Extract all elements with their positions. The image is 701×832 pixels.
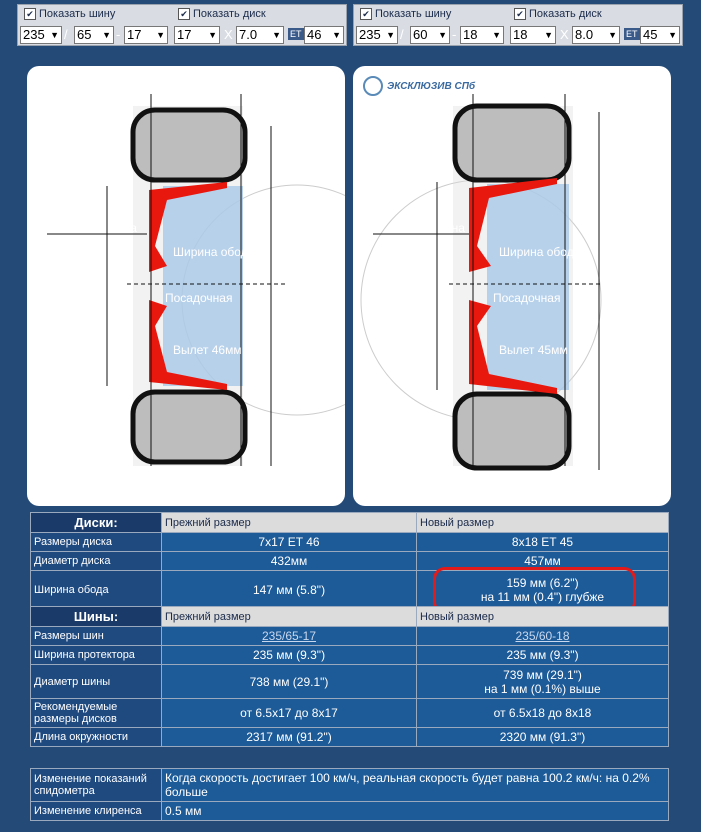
separator: - xyxy=(116,27,121,42)
row-label: Диаметр диска xyxy=(31,552,162,571)
row-label: Размеры диска xyxy=(31,533,162,552)
speedometer-label: Изменение показаний спидометра xyxy=(31,769,162,802)
new-value-line1: 159 мм (6.2") xyxy=(506,575,579,590)
new-value: от 6.5x18 до 8x18 xyxy=(417,699,669,728)
new-value: 8x18 ET 45 xyxy=(417,533,669,552)
wheel-diagram-new xyxy=(353,66,671,506)
row-label: Размеры шин xyxy=(31,627,162,646)
col-old-header: Прежний размер xyxy=(162,607,417,627)
disk-width-select[interactable]: 8.0 ▼ xyxy=(572,26,620,44)
disk-diameter-select[interactable]: 18 ▼ xyxy=(510,26,556,44)
tire-width-select[interactable]: 235 ▼ xyxy=(20,26,62,44)
et-select[interactable]: 45 ▼ xyxy=(640,26,680,44)
wheel-illustration xyxy=(27,66,345,506)
svg-text:Вылет 45мм: Вылет 45мм xyxy=(499,343,568,357)
speedometer-value: Когда скорость достигает 100 км/ч, реальная скорость будет равна 100.2 км/ч: на 0.2% больше xyxy=(162,769,669,802)
svg-text:она: она xyxy=(445,221,465,235)
separator: / xyxy=(64,27,68,42)
disks-header: Диски: xyxy=(31,513,162,533)
clearance-label: Изменение клиренса xyxy=(31,802,162,821)
new-tire-link[interactable]: 235/60-18 xyxy=(417,627,669,646)
new-value-line2: на 1 мм (0.1%) выше xyxy=(484,681,601,696)
row-label: Ширина протектора xyxy=(31,646,162,665)
separator: X xyxy=(560,27,569,42)
row-label: Ширина обода xyxy=(31,571,162,609)
svg-text:Вылет 46мм: Вылет 46мм xyxy=(173,343,242,357)
brand-logo: ЭКСКЛЮЗИВ СПб xyxy=(363,76,475,96)
wheel-illustration xyxy=(353,66,671,506)
svg-text:она: она xyxy=(117,221,137,235)
svg-text:Посадочная: Посадочная xyxy=(165,291,233,305)
new-value-line1: 739 мм (29.1") xyxy=(503,667,582,682)
separator: - xyxy=(452,27,457,42)
summary-table xyxy=(30,768,669,821)
tire-profile-select[interactable]: 65 ▼ xyxy=(74,26,114,44)
old-value: 235 мм (9.3") xyxy=(162,646,417,665)
tire-profile-select[interactable]: 60 ▼ xyxy=(410,26,450,44)
show-disk-checkbox[interactable]: ✔ Показать диск xyxy=(514,8,602,20)
separator: X xyxy=(224,27,233,42)
row-label: Рекомендуемые размеры дисков xyxy=(31,699,162,728)
tires-header: Шины: xyxy=(31,607,162,627)
old-tire-link[interactable]: 235/65-17 xyxy=(162,627,417,646)
separator: / xyxy=(400,27,404,42)
svg-text:Посадочная: Посадочная xyxy=(493,291,561,305)
old-value: от 6.5x17 до 8x17 xyxy=(162,699,417,728)
old-value: 432мм xyxy=(162,552,417,571)
col-new-header: Новый размер xyxy=(417,513,669,533)
et-select[interactable]: 46 ▼ xyxy=(304,26,344,44)
old-value: 2317 мм (91.2") xyxy=(162,728,417,747)
row-label: Диаметр шины xyxy=(31,665,162,699)
new-value: 235 мм (9.3") xyxy=(417,646,669,665)
show-disk-checkbox[interactable]: ✔ Показать диск xyxy=(178,8,266,20)
tire-rim-select[interactable]: 18 ▼ xyxy=(460,26,504,44)
controls-right xyxy=(353,4,683,46)
old-value: 147 мм (5.8") xyxy=(162,571,417,609)
wheel-diagram-old xyxy=(27,66,345,506)
et-label: ET xyxy=(626,29,638,39)
svg-text:Ширина обода: Ширина обода xyxy=(499,245,581,259)
tire-rim-select[interactable]: 17 ▼ xyxy=(124,26,168,44)
show-tire-checkbox[interactable]: ✔ Показать шину xyxy=(24,8,115,20)
et-label: ET xyxy=(290,29,302,39)
row-label: Длина окружности xyxy=(31,728,162,747)
old-value: 738 мм (29.1") xyxy=(162,665,417,699)
clearance-value: 0.5 мм xyxy=(162,802,669,821)
tire-width-select[interactable]: 235 ▼ xyxy=(356,26,398,44)
disk-diameter-select[interactable]: 17 ▼ xyxy=(174,26,220,44)
col-old-header: Прежний размер xyxy=(162,513,417,533)
tires-table xyxy=(30,606,669,747)
old-value: 7x17 ET 46 xyxy=(162,533,417,552)
svg-text:Ширина обода: Ширина обода xyxy=(173,245,255,259)
new-value: 2320 мм (91.3") xyxy=(417,728,669,747)
new-value: 457мм xyxy=(417,552,669,571)
disk-width-select[interactable]: 7.0 ▼ xyxy=(236,26,284,44)
show-tire-checkbox[interactable]: ✔ Показать шину xyxy=(360,8,451,20)
col-new-header: Новый размер xyxy=(417,607,669,627)
new-value xyxy=(417,665,669,699)
new-value-line2: на 11 мм (0.4") глубже xyxy=(480,589,605,604)
controls-left xyxy=(17,4,347,46)
